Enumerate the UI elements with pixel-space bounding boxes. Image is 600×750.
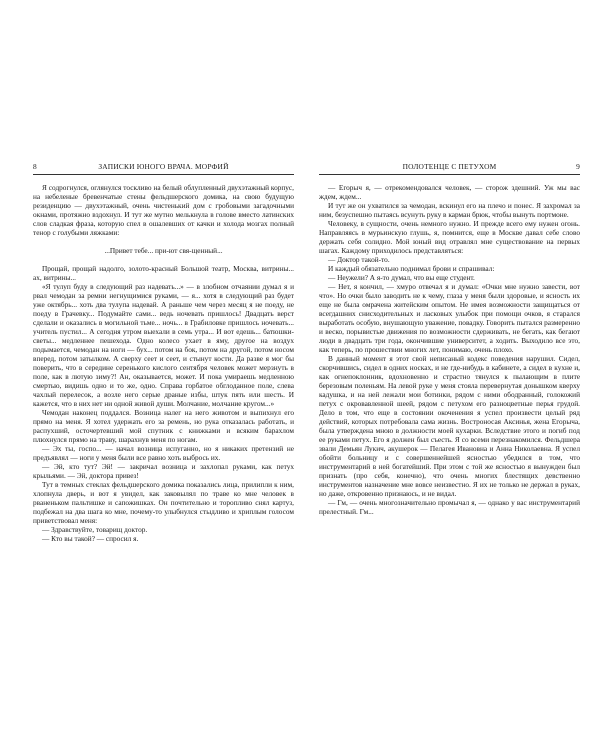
paragraph: И каждый обязательно поднимал брови и спрашивал: bbox=[328, 264, 495, 273]
running-header bbox=[33, 162, 294, 175]
paragraph: В данный момент я этот свой неписаный кодекс поведения нарушил. Сидел, скорчившись, сидел в одних носках, и не где-нибудь в кабинете, а сидел в кухне и, как огнепоклонник, вдохновенно и страстно тянулся к пылающим в плите березовым поленьям. На левой руке у меня стояла перевернутая донышком кверху кадушка, и на ней лежали мои ботинки, рядом с ними ободранный, голокожий петух с окровавленной шеей, рядом с петухом его разноцветные перья грудой. Дело в том, что еще в состоянии окоченения я успел произвести целый ряд действий, которых потребовала сама жизнь. Востроносая Аксинья, жена Егорыча, была утверждена мною в должности моей кухарки. Вследствие этого и погиб под ее руками петух. Его я должен был съесть. Я со всеми перезнакомился. Фельдшера звали Демьян Лукич, акушерок — Пелагея Ивановна и Анна Николаевна. Я успел обойти больницу и с совершеннейшей ясностью убедился в том, что инструментарий в ней богатейший. При этом с той же ясностью я вынужден был признать (про себя, конечно), что очень многих блестящих девственно инструментов назначение мне вовсе неизвестно. Я их не только не держал в руках, но даже, откровенно признаюсь, и не видал. bbox=[319, 354, 580, 498]
paragraph: Человеку, в сущности, очень немного нужно. И прежде всего ему нужен огонь. Направляясь в мурьинскую глушь, я, помнится, еще в Москве давал себе слово держать себя солидно. Мой юный вид отравлял мне существование на первых шагах. Каждому приходилось представляться: bbox=[319, 219, 580, 255]
paragraph: — Доктор такой-то. bbox=[328, 255, 390, 264]
running-title: ЗАПИСКИ ЮНОГО ВРАЧА. МОРФИЙ bbox=[98, 162, 229, 171]
paragraph: — Егорыч я, — отрекомендовался человек, — сторож здешний. Уж мы вас ждем, ждем... bbox=[319, 183, 580, 201]
paragraph: Я содрогнулся, оглянулся тоскливо на белый облупленный двухэтажный корпус, на небеленые бревенчатые стены фельдшерского домика, на свою будущую резиденцию — двухэтажный, очень чистенький дом с гробовыми загадочными окнами, протяжно вздохнул. И тут же мутно мелькнула в голове вместо латинских слов сладкая фраза, которую спел в ошалевших от качки и холода мозгах полный тенор с голубыми ляжками: bbox=[33, 183, 294, 237]
running-header bbox=[319, 162, 580, 175]
running-title: ПОЛОТЕНЦЕ С ПЕТУХОМ bbox=[402, 162, 497, 171]
page-body bbox=[319, 183, 580, 516]
paragraph: «Я тулуп буду в следующий раз надевать...» — в злобном отчаянии думал я и рвал чемодан за ремни негнущимися руками, — я... хотя в следующий раз будет уже октябрь... хоть два тулупа надевай. А раньше чем через месяц я не поеду, не поеду в Грачевку... Подумайте сами... ведь ночевать пришлось! Двадцать верст сделали и оказались в могильной тьме... ночь... в Грабиловке пришлось ночевать... учитель пустил... А сегодня утром выехали в семь утра... И вот едешь... батюшки-светы... медленнее пешехода. Одно колесо ухает в яму, другое на воздух подымается, чемодан на ноги — бух... потом на бок, потом на другой, потом носом вперед, потом затылком. А сверху сеет и сеет, и стынут кости. Да разве я мог бы поверить, что в середине серенького кислого сентября человек может мерзнуть в поле, как в лютую зиму?! Ан, оказывается, может. И пока умираешь медленною смертью, видишь одно и то же, одно. Справа горбатое обглоданное поле, слева чахлый перелесок, а возле него серые драные избы, штук пять или шесть. И кажется, что в них нет ни одной живой души. Молчание, молчание кругом...» bbox=[33, 282, 294, 408]
paragraph: — Неужели? А я-то думал, что вы еще студент. bbox=[328, 273, 475, 282]
paragraph: — Эй, кто тут? Эй! — закричал возница и захлопал руками, как петух крыльями. — Эй, доктора привез! bbox=[33, 462, 294, 480]
verse-line: ...Привет тебе... при-ют свя-щенный... bbox=[104, 246, 223, 255]
page-number: 9 bbox=[576, 162, 580, 171]
paragraph: — Кто вы такой? — спросил я. bbox=[42, 534, 139, 543]
left-page bbox=[33, 162, 294, 543]
paragraph: — Эх ты, госпо... — начал возница испуганно, но я никаких претензий не предъявлял — ноги у меня были все равно хоть выбрось их. bbox=[33, 444, 294, 462]
paragraph: Чемодан наконец поддался. Возница налег на него животом и выпихнул его прямо на меня. Я хотел удержать его за ремень, но рука отказалась работать, и распухший, осточертевший мой спутник с книжками и всяким барахлом плюхнулся прямо на траву, шарахнув меня по ногам. bbox=[33, 408, 294, 444]
right-page bbox=[319, 162, 580, 516]
page-number: 8 bbox=[33, 162, 37, 171]
paragraph: Прощай, прощай надолго, золото-красный Большой театр, Москва, витрины... ах, витрины... bbox=[33, 264, 294, 282]
paragraph: — Гм, — очень многозначительно промычал я, — однако у вас инструментарий прелестный. Гм... bbox=[319, 498, 580, 516]
paragraph: Тут в темных стеклах фельдшерского домика показались лица, прилипли к ним, хлопнула дверь, и вот я увидел, как заковылял по траве ко мне человек в рваненьком пальтишке и сапожишках. Он почтительно и торопливо снял картуз, подбежал на два шага ко мне, почему-то улыбнулся стыдливо и хриплым голосом приветствовал меня: bbox=[33, 480, 294, 525]
paragraph: И тут же он ухватился за чемодан, вскинул его на плечо и понес. Я захромал за ним, безуспешно пытаясь всунуть руку в карман брюк, чтобы вынуть портмоне. bbox=[319, 201, 580, 219]
paragraph: — Нет, я кончил, — хмуро отвечал я и думал: «Очки мне нужно завести, вот что». Но очки было заводить не к чему, глаза у меня были здоровые, и ясность их еще не была омрачена житейским опытом. Не имея возможности защищаться от всегдашних снисходительных и ласковых улыбок при помощи очков, я старался выработать особую, внушающую уважение, повадку. Говорить пытался размеренно и веско, порывистые движения по возможности сдерживать, не бегать, как бегают люди в двадцать три года, окончившие университет, а ходить. Выходило все это, как теперь, по прошествии многих лет, понимаю, очень плохо. bbox=[319, 282, 580, 354]
page-body bbox=[33, 183, 294, 543]
paragraph: — Здравствуйте, товарищ доктор. bbox=[42, 525, 148, 534]
